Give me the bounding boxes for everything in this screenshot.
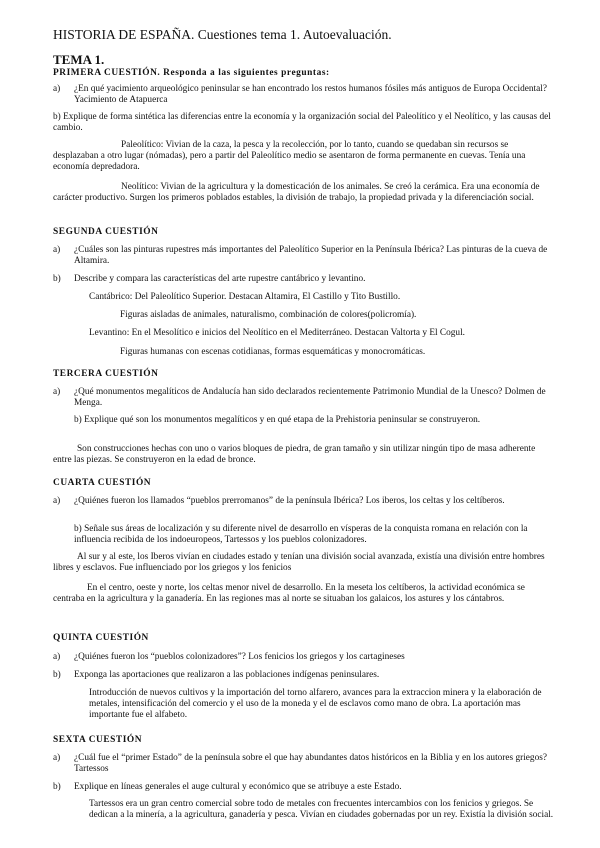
- answer-aportaciones: Introducción de nuevos cultivos y la importación del torno alfarero, avances para la extraccion minera y la elaboración de metales, intensificación del comercio y el uso de la moneda y el de esclavos como mano de obra. La aportación mas importante fue el alfabeto.: [89, 688, 542, 720]
- question-label: b): [53, 670, 61, 680]
- answer-celtas: En el centro, oeste y norte, los celtas menor nivel de desarrollo. En la meseta los celtíberos, la actividad económica se centraba en la agricultura y la ganadería. En las regiones mas al norte se situaban los galaicos, los astures y los cántabros.: [53, 583, 525, 604]
- answer-levantino: Levantino: En el Mesolítico e inicios del Neolítico en el Mediterráneo. Destacan Valtorta y El Cogul.: [89, 328, 465, 338]
- answer-cantabrico: Cantábrico: Del Paleolítico Superior. Destacan Altamira, El Castillo y Tito Bustillo.: [89, 292, 401, 302]
- question-3b: b) Explique qué son los monumentos megalíticos y en qué etapa de la Prehistoria peninsular se construyeron.: [74, 415, 481, 425]
- question-label: a): [53, 753, 61, 763]
- question-label: a): [53, 652, 61, 662]
- section-heading-1: PRIMERA CUESTIÓN. Responda a las siguientes preguntas:: [53, 68, 330, 78]
- answer-cantabrico-features: Figuras aisladas de animales, naturalismo, combinación de colores(policromía).: [120, 310, 417, 320]
- question-label: a): [53, 245, 61, 255]
- question-label: b): [53, 782, 61, 792]
- question-6a: [53, 753, 554, 775]
- question-1b: b) Explique de forma sintética las diferencias entre la economía y la organización social del Paleolítico y el Neolítico, y las causas del cambio.: [53, 112, 551, 133]
- question-label: a): [53, 387, 61, 397]
- answer-iberos: Al sur y al este, los Iberos vivían en ciudades estado y tenían una división social avanzada, existía una división entre hombres libres y esclavos. Fue influenciado por los griegos y los fenicios: [53, 552, 545, 573]
- question-label: a): [53, 84, 61, 94]
- question-text: ¿Quiénes fueron los llamados “pueblos prerromanos” de la península Ibérica? Los iberos, los celtas y los celtíberos.: [74, 496, 505, 506]
- question-4b: b) Señale sus áreas de localización y su diferente nivel de desarrollo en vísperas de la conquista romana en relación con la influencia recibida de los indoeuropeos, Tartessos y los pueblos colonizadores.: [74, 524, 528, 545]
- answer-paleolitico: Paleolítico: Vivian de la caza, la pesca y la recolección, por lo tanto, cuando se quedaban sin recursos se desplazaban a otro lugar (nómadas), pero a partir del Paleolítico medio se asentaron de forma permanente en cuevas. Tenía una economía depredadora.: [53, 140, 526, 172]
- question-label: a): [53, 496, 61, 506]
- question-3a: [53, 387, 554, 409]
- question-5b: [53, 670, 554, 681]
- question-text: ¿Cuáles son las pinturas rupestres más importantes del Paleolítico Superior en la Península Ibérica? Las pinturas de la cueva de Altamira.: [74, 245, 548, 266]
- document-title: HISTORIA DE ESPAÑA. Cuestiones tema 1. Autoevaluación.: [53, 27, 392, 42]
- question-text: ¿Quiénes fueron los “pueblos colonizadores”? Los fenicios los griegos y los cartagineses: [74, 652, 405, 662]
- question-label: b): [53, 274, 61, 284]
- section-heading-2: SEGUNDA CUESTIÓN: [53, 227, 159, 237]
- answer-levantino-features: Figuras humanas con escenas cotidianas, formas esquemáticas y monocromáticas.: [120, 347, 426, 357]
- section-heading-3: TERCERA CUESTIÓN: [53, 369, 159, 379]
- question-1a: [53, 84, 554, 106]
- question-5a: [53, 652, 554, 663]
- answer-tartessos: Tartessos era un gran centro comercial sobre todo de metales con frecuentes intercambios con los fenicios y griegos. Se dedican a la minería, a la agricultura, ganadería y pesca. Vivían en ciudades gobernadas por un rey. Existía la división social.: [89, 799, 554, 820]
- question-4a: [53, 496, 554, 507]
- section-heading-4: CUARTA CUESTIÓN: [53, 478, 152, 488]
- question-text: Exponga las aportaciones que realizaron a las poblaciones indígenas peninsulares.: [74, 670, 380, 680]
- answer-neolitico: Neolítico: Vivian de la agricultura y la domesticación de los animales. Se creó la cerámica. Era una economía de carácter productivo. Surgen los primeros poblados estables, la división de trabajo, la propiedad privada y la diferenciación social.: [53, 182, 540, 203]
- question-text: ¿Qué monumentos megalíticos de Andalucía han sido declarados recientemente Patrimonio Mundial de la Unesco? Dolmen de Menga.: [74, 387, 546, 408]
- answer-megaliticos: Son construcciones hechas con uno o varios bloques de piedra, de gran tamaño y sin utilizar ningún tipo de masa adherente entre las piezas. Se construyeron en la edad de bronce.: [53, 444, 536, 465]
- section-heading-6: SEXTA CUESTIÓN: [53, 735, 143, 745]
- tema-heading: TEMA 1.: [53, 52, 105, 67]
- question-6b: [53, 782, 554, 793]
- question-text: ¿Cuál fue el “primer Estado” de la península sobre el que hay abundantes datos históricos en la Biblia y en los autores griegos? Tartessos: [74, 753, 547, 774]
- question-2a: [53, 245, 554, 267]
- question-text: Describe y compara las características del arte rupestre cantábrico y levantino.: [74, 274, 366, 284]
- section-heading-5: QUINTA CUESTIÓN: [53, 633, 149, 643]
- question-2b: [53, 274, 554, 285]
- question-text: Explique en líneas generales el auge cultural y económico que se atribuye a este Estado.: [74, 782, 402, 792]
- question-text: ¿En qué yacimiento arqueológico peninsular se han encontrado los restos humanos fósiles más antiguos de Europa Occidental? Yacimiento de Atapuerca: [74, 84, 547, 105]
